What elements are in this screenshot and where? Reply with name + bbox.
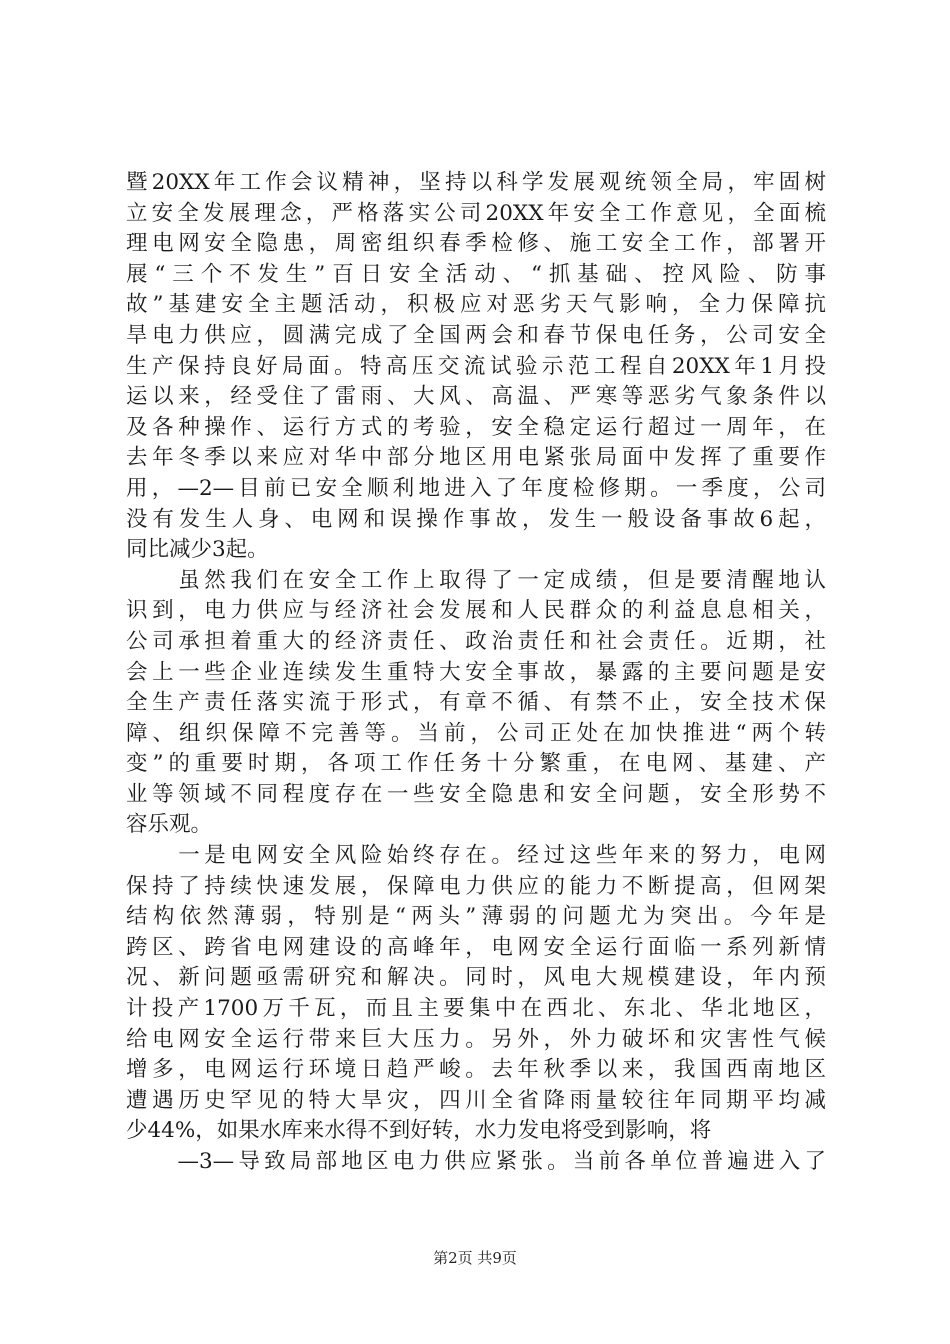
text-line: 虽然我们在安全工作上取得了一定成绩，但是要清醒地认 — [126, 567, 826, 593]
text-line: 全生产责任落实流于形式，有章不循、有禁不止，安全技术保 — [126, 690, 826, 716]
page-footer: 第2页 共9页 — [433, 1249, 517, 1267]
text-line: 容乐观。 — [126, 812, 213, 838]
text-line: —3—导致局部地区电力供应紧张。当前各单位普遍进入了 — [126, 1149, 826, 1174]
text-line: 旱电力供应，圆满完成了全国两会和春节保电任务，公司安全 — [126, 322, 826, 348]
text-line: 公司承担着重大的经济责任、政治责任和社会责任。近期，社 — [126, 628, 826, 654]
text-line: 增多，电网运行环境日趋严峻。去年秋季以来，我国西南地区 — [126, 1057, 826, 1083]
text-line: 跨区、跨省电网建设的高峰年，电网安全运行面临一系列新情 — [126, 934, 826, 960]
text-line: 况、新问题亟需研究和解决。同时，风电大规模建设，年内预 — [126, 965, 826, 991]
text-line: 遭遇历史罕见的特大旱灾，四川全省降雨量较往年同期平均减 — [126, 1087, 826, 1113]
text-line: 运以来，经受住了雷雨、大风、高温、严寒等恶劣气象条件以 — [126, 384, 826, 410]
text-line: 去年冬季以来应对华中部分地区用电紧张局面中发挥了重要作 — [126, 445, 826, 471]
text-line: 一是电网安全风险始终存在。经过这些年来的努力，电网 — [126, 843, 826, 869]
document-body — [126, 168, 826, 1178]
text-line: 暨20XX年工作会议精神，坚持以科学发展观统领全局，牢固树 — [126, 170, 826, 195]
text-line: 理电网安全隐患，周密组织春季检修、施工安全工作，部署开 — [126, 231, 826, 257]
text-line: 变”的重要时期，各项工作任务十分繁重，在电网、基建、产 — [126, 751, 826, 777]
text-line: 会上一些企业连续发生重特大安全事故，暴露的主要问题是安 — [126, 659, 826, 685]
text-line: 展“三个不发生”百日安全活动、“抓基础、控风险、防事 — [126, 261, 826, 287]
text-line: 给电网安全运行带来巨大压力。另外，外力破坏和灾害性气候 — [126, 1026, 826, 1052]
text-line: 没有发生人身、电网和误操作事故，发生一般设备事故6起， — [126, 506, 826, 532]
text-line: 计投产1700万千瓦，而且主要集中在西北、东北、华北地区， — [126, 996, 826, 1022]
text-line: 用，—2—目前已安全顺利地进入了年度检修期。一季度，公司 — [126, 475, 826, 501]
text-line: 同比减少3起。 — [126, 537, 269, 563]
text-line: 识到，电力供应与经济社会发展和人民群众的利益息息相关， — [126, 598, 826, 624]
text-line: 保持了持续快速发展，保障电力供应的能力不断提高，但网架 — [126, 873, 826, 899]
text-line: 少44%，如果水库来水得不到好转，水力发电将受到影响，将 — [126, 1118, 712, 1144]
text-line: 生产保持良好局面。特高压交流试验示范工程自20XX年1月投 — [126, 353, 826, 379]
text-line: 故”基建安全主题活动，积极应对恶劣天气影响，全力保障抗 — [126, 292, 826, 318]
text-line: 障、组织保障不完善等。当前，公司正处在加快推进“两个转 — [126, 720, 826, 746]
text-line: 业等领域不同程度存在一些安全隐患和安全问题，安全形势不 — [126, 781, 826, 807]
text-line: 及各种操作、运行方式的考验，安全稳定运行超过一周年，在 — [126, 414, 826, 440]
text-line: 立安全发展理念，严格落实公司20XX年安全工作意见，全面梳 — [126, 200, 826, 226]
text-line: 结构依然薄弱，特别是“两头”薄弱的问题尤为突出。今年是 — [126, 904, 826, 930]
